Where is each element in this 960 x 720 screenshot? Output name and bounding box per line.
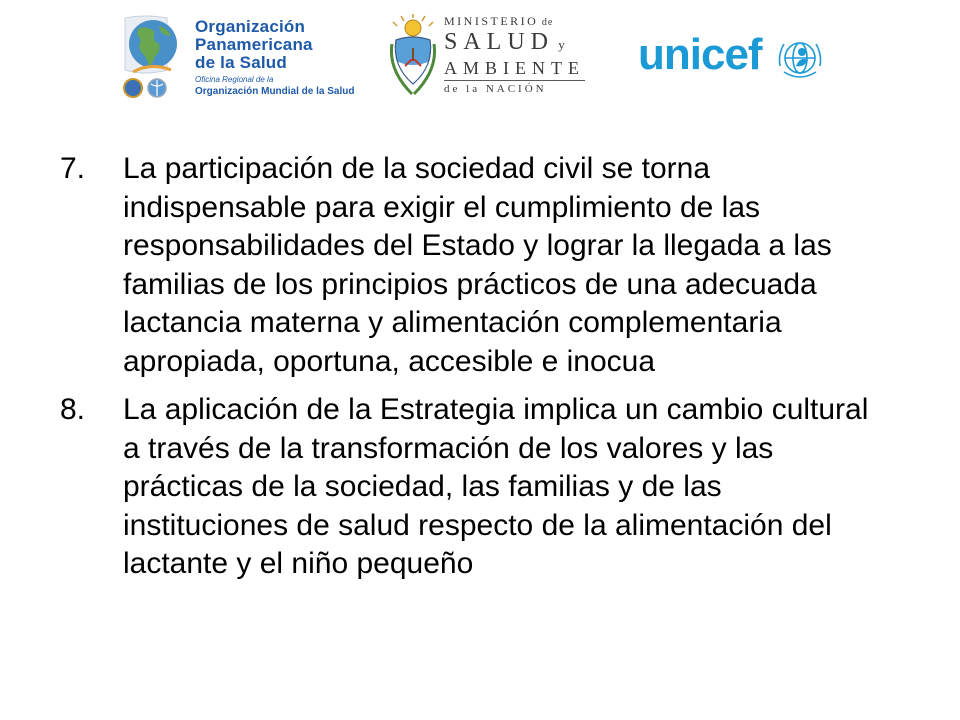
unicef-wordmark: unicef xyxy=(638,30,762,79)
list-item xyxy=(60,391,890,584)
ministerio-text xyxy=(444,14,585,95)
ops-title-line1: Organización xyxy=(195,17,306,36)
ops-subtitle-line2: Organización Mundial de la Salud xyxy=(195,86,355,97)
argentina-coat-of-arms-icon xyxy=(388,14,438,98)
ministerio-line4: de la NACIÓN xyxy=(444,80,585,95)
ops-globe-icon xyxy=(115,12,193,102)
ops-title-line2: Panamericana xyxy=(195,35,313,54)
content xyxy=(60,150,890,594)
ministerio-line2-suffix: y xyxy=(554,37,566,52)
list-item xyxy=(60,150,890,381)
ops-title xyxy=(195,18,313,72)
unicef-emblem-icon xyxy=(774,32,826,84)
ministerio-line3: AMBIENTE xyxy=(444,58,585,78)
ops-title-line3: de la Salud xyxy=(195,53,287,72)
ops-subtitle-line1: Oficina Regional de la xyxy=(195,75,274,84)
ops-subtitle xyxy=(195,74,354,98)
list-item-text: La aplicación de la Estrategia implica un cambio cultural a través de la transformación de los valores y las prácticas de la sociedad, las familias y de las instituciones de salud respecto de la alimentación del lactante y el niño pequeño xyxy=(123,393,869,580)
logo-bar xyxy=(0,0,960,120)
unicef-logo xyxy=(638,28,828,88)
list-item-number: 8. xyxy=(60,393,86,426)
ministerio-logo xyxy=(388,10,588,102)
list-item-text: La participación de la sociedad civil se torna indispensable para exigir el cumplimiento de las responsabilidades del Estado y lograr la llegada a las familias de los principios prácticos de una adecuada lactancia materna y alimentación complementaria apropiada, oportuna, accesible e inocua xyxy=(123,152,832,378)
list-item-number: 7. xyxy=(60,152,86,185)
ministerio-line2: SALUD xyxy=(444,29,555,55)
ministerio-line1: MINISTERIO xyxy=(444,14,539,28)
ministerio-line1-suffix: de xyxy=(538,17,554,28)
ops-logo xyxy=(115,12,355,102)
